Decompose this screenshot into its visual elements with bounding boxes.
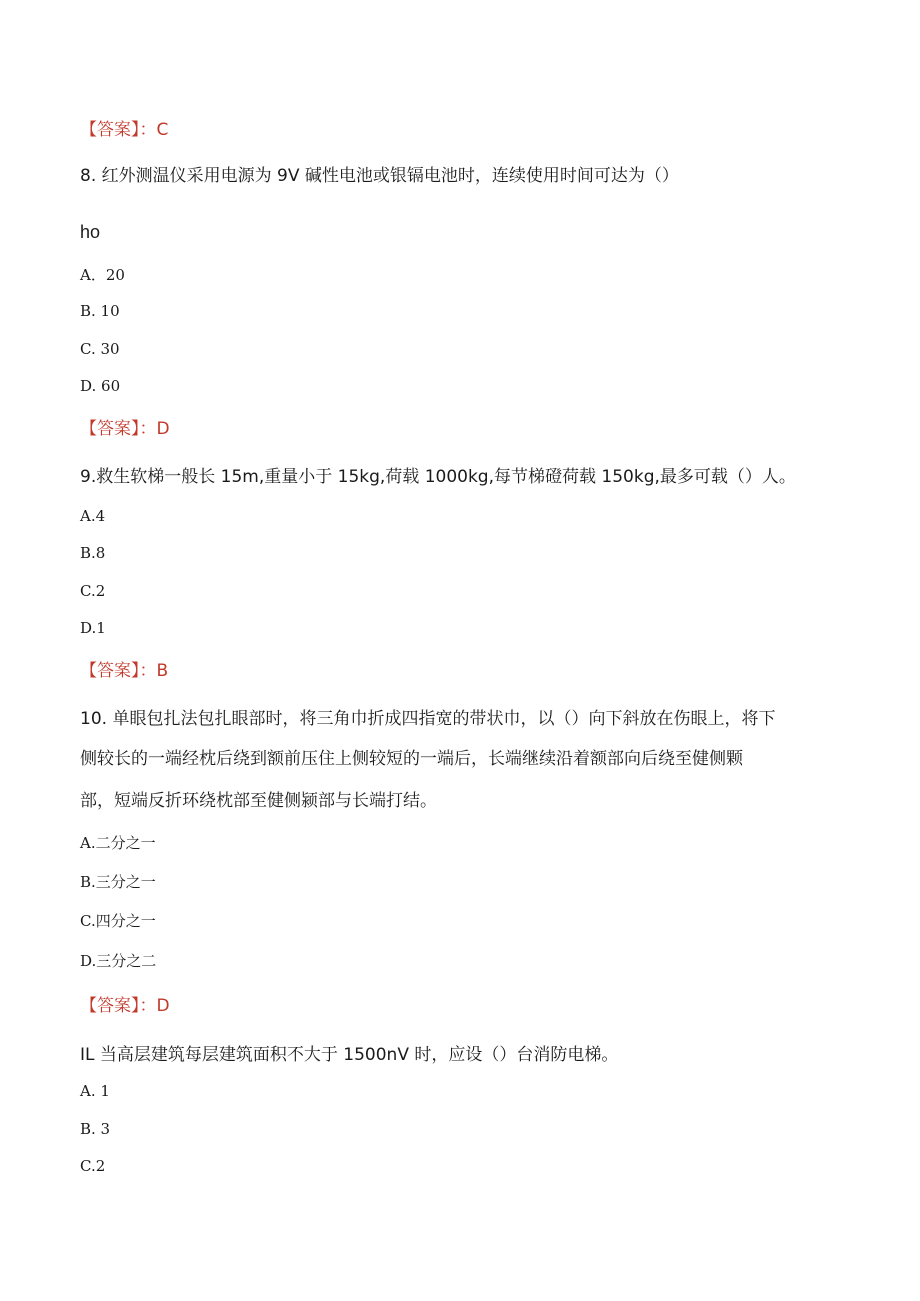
question-9-text: 9.救生软梯一般长 15m,重量小于 15kg,荷载 1000kg,每节梯磴荷载 150kg,最多可载（）人。: [80, 467, 796, 487]
answer-q9: 【答案】：B: [80, 661, 169, 681]
answer-q10: 【答案】：D: [80, 996, 170, 1016]
question-9-option-d: D.1: [80, 619, 106, 637]
question-8-continuation: ho: [80, 222, 101, 242]
question-8-option-a: A．20: [80, 266, 125, 284]
answer-q8: 【答案】：D: [80, 419, 170, 439]
question-8-option-b: B. 10: [80, 302, 120, 320]
question-10-line-2: 侧较长的一端经枕后绕到额前压住上侧较短的一端后，长端继续沿着额部向后绕至健侧颗: [80, 749, 743, 769]
question-10-line-1: 10. 单眼包扎法包扎眼部时，将三角巾折成四指宽的带状巾，以（）向下斜放在伤眼上，将下: [80, 709, 776, 729]
question-8-option-d: D. 60: [80, 377, 121, 395]
question-9-option-a: A.4: [80, 507, 106, 525]
question-11-text: IL 当高层建筑每层建筑面积不大于 1500nV 时，应设（）台消防电梯。: [80, 1045, 619, 1065]
question-11-option-a: A. 1: [80, 1082, 110, 1100]
question-8-option-c: C. 30: [80, 340, 120, 358]
question-10-option-d: D.三分之二: [80, 952, 157, 970]
question-9-option-b: B.8: [80, 544, 106, 562]
question-10-option-b: B.三分之一: [80, 873, 156, 891]
question-10-line-3: 部，短端反折环绕枕部至健侧颍部与长端打结。: [80, 791, 437, 811]
answer-q7: 【答案】：C: [80, 120, 169, 140]
question-11-option-b: B. 3: [80, 1120, 111, 1138]
question-10-option-a: A.二分之一: [80, 834, 156, 852]
question-9-option-c: C.2: [80, 582, 106, 600]
question-11-option-c: C.2: [80, 1157, 106, 1175]
question-8-text: 8. 红外测温仪采用电源为 9V 碱性电池或银镉电池时，连续使用时间可达为（）: [80, 166, 679, 186]
question-10-option-c: C.四分之一: [80, 912, 156, 930]
